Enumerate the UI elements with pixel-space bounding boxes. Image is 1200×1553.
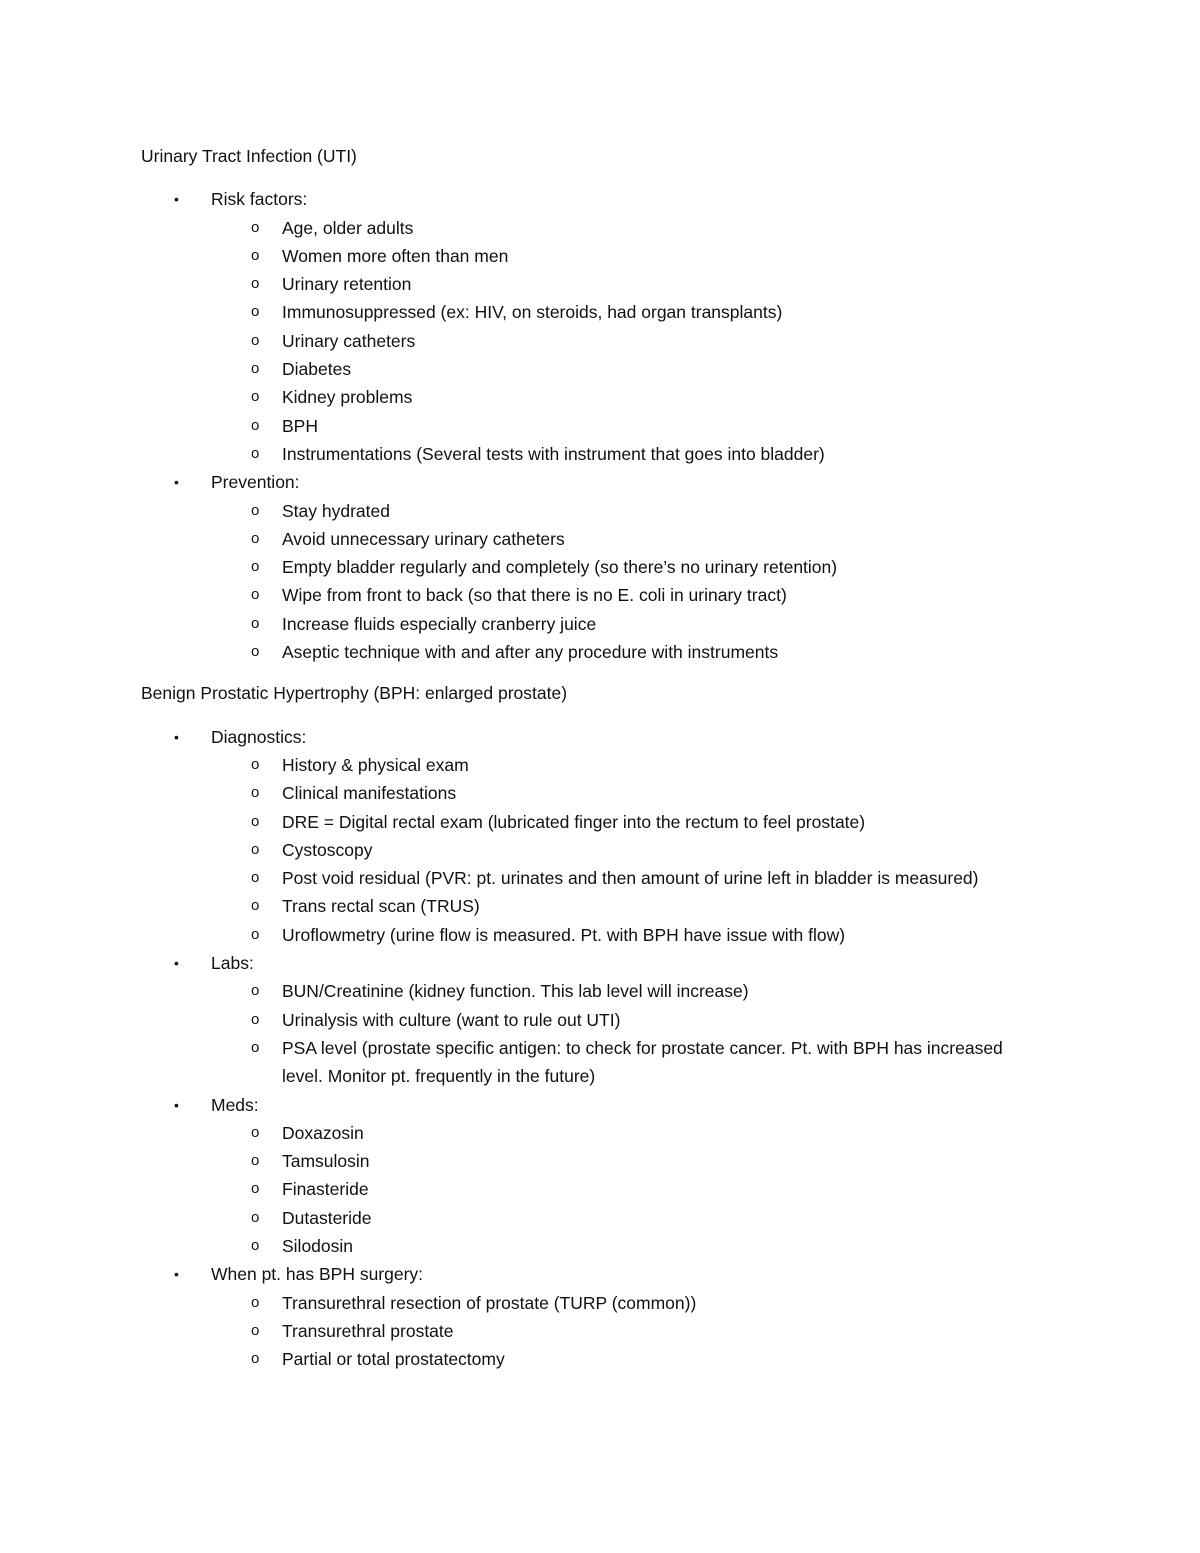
sub-bullet-item bbox=[211, 383, 1041, 411]
sub-bullet-list bbox=[211, 1289, 1041, 1374]
sub-bullet-marker-icon: o bbox=[251, 897, 260, 915]
bullet-list bbox=[141, 185, 1041, 666]
sub-bullet-text: Finasteride bbox=[282, 1179, 369, 1200]
sub-bullet-text: Dutasteride bbox=[282, 1207, 372, 1228]
sub-bullet-text: Increase fluids especially cranberry juice bbox=[282, 613, 597, 634]
sub-bullet-text: Diabetes bbox=[282, 359, 352, 380]
sub-bullet-item bbox=[211, 836, 1041, 864]
sub-bullet-marker-icon: o bbox=[251, 982, 260, 1000]
sub-bullet-marker-icon: o bbox=[251, 275, 260, 293]
bullet-item bbox=[141, 185, 1041, 468]
sub-bullet-text: Uroflowmetry (urine flow is measured. Pt. with BPH have issue with flow) bbox=[282, 924, 846, 945]
sub-bullet-text: Aseptic technique with and after any procedure with instruments bbox=[282, 642, 779, 663]
sub-bullet-item bbox=[211, 242, 1041, 270]
sub-bullet-item bbox=[211, 553, 1041, 581]
sub-bullet-marker-icon: o bbox=[251, 755, 260, 773]
bullet-dot-icon: • bbox=[174, 1266, 179, 1283]
sub-bullet-list bbox=[211, 977, 1041, 1090]
sub-bullet-text: Age, older adults bbox=[282, 217, 414, 238]
sub-bullet-text: Urinalysis with culture (want to rule out UTI) bbox=[282, 1009, 621, 1030]
sub-bullet-item bbox=[211, 412, 1041, 440]
sub-bullet-text: PSA level (prostate specific antigen: to check for prostate cancer. Pt. with BPH has increased level. Monitor pt. frequently in the future) bbox=[282, 1037, 1003, 1087]
sub-bullet-item bbox=[211, 864, 1041, 892]
bullet-item bbox=[141, 723, 1041, 949]
sub-bullet-text: Stay hydrated bbox=[282, 500, 390, 521]
sub-bullet-marker-icon: o bbox=[251, 388, 260, 406]
document-body bbox=[141, 142, 1041, 1373]
section bbox=[141, 142, 1041, 666]
sub-bullet-item bbox=[211, 1147, 1041, 1175]
sub-bullet-item bbox=[211, 581, 1041, 609]
sub-bullet-item bbox=[211, 977, 1041, 1005]
group-label: Risk factors: bbox=[211, 189, 308, 210]
sub-bullet-marker-icon: o bbox=[251, 444, 260, 462]
sub-bullet-item bbox=[211, 440, 1041, 468]
sub-bullet-text: Immunosuppressed (ex: HIV, on steroids, had organ transplants) bbox=[282, 302, 783, 323]
sub-bullet-text: Urinary retention bbox=[282, 274, 412, 295]
sub-bullet-item bbox=[211, 298, 1041, 326]
sub-bullet-item bbox=[211, 610, 1041, 638]
sub-bullet-item bbox=[211, 1119, 1041, 1147]
sub-bullet-text: Transurethral resection of prostate (TURP (common)) bbox=[282, 1292, 697, 1313]
sub-bullet-item bbox=[211, 1345, 1041, 1373]
sub-bullet-item bbox=[211, 1006, 1041, 1034]
sub-bullet-item bbox=[211, 921, 1041, 949]
section bbox=[141, 679, 1041, 1373]
sub-bullet-marker-icon: o bbox=[251, 1350, 260, 1368]
bullet-dot-icon: • bbox=[174, 474, 179, 491]
section-heading: Urinary Tract Infection (UTI) bbox=[141, 146, 357, 166]
sub-bullet-item bbox=[211, 1204, 1041, 1232]
sub-bullet-marker-icon: o bbox=[251, 1208, 260, 1226]
sub-bullet-item bbox=[211, 355, 1041, 383]
sub-bullet-item bbox=[211, 1289, 1041, 1317]
sub-bullet-list bbox=[211, 751, 1041, 949]
sub-bullet-item bbox=[211, 892, 1041, 920]
sub-bullet-marker-icon: o bbox=[251, 869, 260, 887]
sub-bullet-text: BPH bbox=[282, 415, 318, 436]
sub-bullet-item bbox=[211, 525, 1041, 553]
bullet-item bbox=[141, 468, 1041, 666]
sub-bullet-marker-icon: o bbox=[251, 1236, 260, 1254]
sub-bullet-marker-icon: o bbox=[251, 1152, 260, 1170]
sub-bullet-text: Cystoscopy bbox=[282, 839, 373, 860]
bullet-dot-icon: • bbox=[174, 1096, 179, 1113]
sub-bullet-marker-icon: o bbox=[251, 643, 260, 661]
sub-bullet-item bbox=[211, 779, 1041, 807]
sub-bullet-text: Urinary catheters bbox=[282, 330, 416, 351]
sub-bullet-marker-icon: o bbox=[251, 331, 260, 349]
sub-bullet-marker-icon: o bbox=[251, 925, 260, 943]
sub-bullet-text: Trans rectal scan (TRUS) bbox=[282, 896, 480, 917]
sub-bullet-item bbox=[211, 1175, 1041, 1203]
sub-bullet-item bbox=[211, 270, 1041, 298]
bullet-dot-icon: • bbox=[174, 191, 179, 208]
sub-bullet-item bbox=[211, 1232, 1041, 1260]
bullet-dot-icon: • bbox=[174, 955, 179, 972]
sub-bullet-marker-icon: o bbox=[251, 529, 260, 547]
sub-bullet-marker-icon: o bbox=[251, 1293, 260, 1311]
sub-bullet-marker-icon: o bbox=[251, 840, 260, 858]
group-label: Meds: bbox=[211, 1094, 259, 1115]
sub-bullet-marker-icon: o bbox=[251, 416, 260, 434]
sub-bullet-marker-icon: o bbox=[251, 1010, 260, 1028]
sub-bullet-marker-icon: o bbox=[251, 1038, 260, 1056]
sub-bullet-marker-icon: o bbox=[251, 246, 260, 264]
sub-bullet-text: Tamsulosin bbox=[282, 1151, 370, 1172]
bullet-list bbox=[141, 723, 1041, 1374]
sub-bullet-item bbox=[211, 638, 1041, 666]
group-label: Prevention: bbox=[211, 472, 300, 493]
sub-bullet-text: Instrumentations (Several tests with instrument that goes into bladder) bbox=[282, 443, 825, 464]
sub-bullet-list bbox=[211, 214, 1041, 469]
sub-bullet-marker-icon: o bbox=[251, 1321, 260, 1339]
sub-bullet-item bbox=[211, 1034, 1041, 1091]
sub-bullet-item bbox=[211, 497, 1041, 525]
sub-bullet-text: Partial or total prostatectomy bbox=[282, 1349, 505, 1370]
sub-bullet-text: Women more often than men bbox=[282, 245, 509, 266]
sub-bullet-list bbox=[211, 1119, 1041, 1260]
sub-bullet-marker-icon: o bbox=[251, 501, 260, 519]
bullet-dot-icon: • bbox=[174, 728, 179, 745]
sub-bullet-text: Transurethral prostate bbox=[282, 1320, 454, 1341]
sub-bullet-marker-icon: o bbox=[251, 360, 260, 378]
sub-bullet-item bbox=[211, 214, 1041, 242]
sub-bullet-marker-icon: o bbox=[251, 586, 260, 604]
bullet-item bbox=[141, 1260, 1041, 1373]
sub-bullet-marker-icon: o bbox=[251, 218, 260, 236]
sub-bullet-item bbox=[211, 327, 1041, 355]
sub-bullet-marker-icon: o bbox=[251, 812, 260, 830]
sub-bullet-item bbox=[211, 1317, 1041, 1345]
bullet-item bbox=[141, 1091, 1041, 1261]
sub-bullet-marker-icon: o bbox=[251, 1180, 260, 1198]
sub-bullet-marker-icon: o bbox=[251, 558, 260, 576]
sub-bullet-item bbox=[211, 808, 1041, 836]
sub-bullet-text: Doxazosin bbox=[282, 1122, 364, 1143]
section-heading: Benign Prostatic Hypertrophy (BPH: enlarged prostate) bbox=[141, 683, 568, 704]
sub-bullet-text: Kidney problems bbox=[282, 387, 413, 408]
sub-bullet-marker-icon: o bbox=[251, 1123, 260, 1141]
sub-bullet-marker-icon: o bbox=[251, 784, 260, 802]
sub-bullet-text: DRE = Digital rectal exam (lubricated finger into the rectum to feel prostate) bbox=[282, 811, 866, 832]
group-label: Diagnostics: bbox=[211, 726, 307, 747]
sub-bullet-text: Post void residual (PVR: pt. urinates and then amount of urine left in bladder is measured) bbox=[282, 868, 979, 889]
sub-bullet-marker-icon: o bbox=[251, 303, 260, 321]
bullet-item bbox=[141, 949, 1041, 1090]
sub-bullet-item bbox=[211, 751, 1041, 779]
group-label: When pt. has BPH surgery: bbox=[211, 1264, 424, 1285]
sub-bullet-text: Silodosin bbox=[282, 1235, 354, 1256]
sub-bullet-list bbox=[211, 497, 1041, 667]
sub-bullet-text: BUN/Creatinine (kidney function. This lab level will increase) bbox=[282, 981, 749, 1002]
sub-bullet-text: Wipe from front to back (so that there is no E. coli in urinary tract) bbox=[282, 585, 787, 606]
sub-bullet-text: Empty bladder regularly and completely (so there’s no urinary retention) bbox=[282, 557, 838, 578]
group-label: Labs: bbox=[211, 953, 254, 974]
sub-bullet-text: Clinical manifestations bbox=[282, 783, 457, 804]
sub-bullet-text: Avoid unnecessary urinary catheters bbox=[282, 528, 565, 549]
sub-bullet-marker-icon: o bbox=[251, 614, 260, 632]
sub-bullet-text: History & physical exam bbox=[282, 754, 469, 775]
